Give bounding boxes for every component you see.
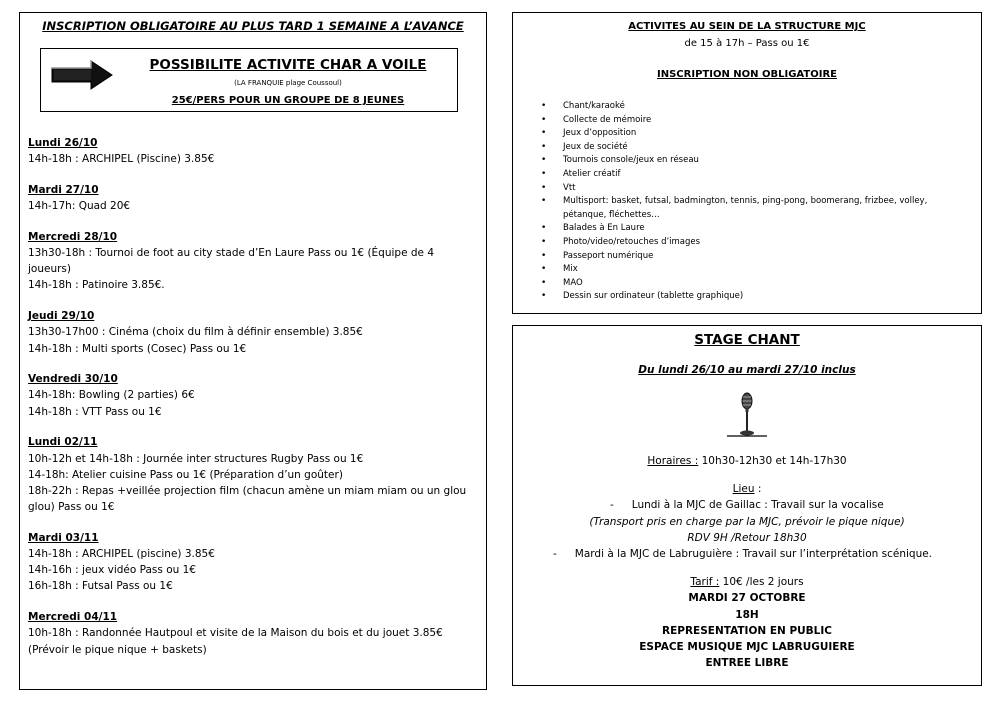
activites-list xyxy=(541,100,966,304)
day-title: Jeudi 29/10 xyxy=(28,310,95,323)
lieu-item-1 xyxy=(513,497,981,513)
day-schedule xyxy=(28,135,478,672)
event-line: 18H xyxy=(735,608,759,621)
day-line: 14h-17h: Quad 20€ xyxy=(28,200,131,213)
list-item: • Balades à En Laure xyxy=(541,222,966,236)
list-item: • Chant/karaoké xyxy=(541,100,966,114)
transport-note: (Transport pris en charge par la MJC, prévoir le pique nique) xyxy=(589,515,905,528)
day-title: Vendredi 30/10 xyxy=(28,373,118,386)
dash: - xyxy=(553,548,557,561)
activites-title: ACTIVITES AU SEIN DE LA STRUCTURE MJC xyxy=(628,21,866,32)
day-line: 14h-18h : Patinoire 3.85€. xyxy=(28,279,165,292)
list-item: • Dessin sur ordinateur (tablette graphique) xyxy=(541,290,966,304)
day-line: 14h-18h : VTT Pass ou 1€ xyxy=(28,405,162,418)
day-block xyxy=(28,229,478,294)
day-block xyxy=(28,182,478,214)
list-item: • Passeport numérique xyxy=(541,250,966,264)
tarif-line xyxy=(513,574,981,590)
event-line: REPRESENTATION EN PUBLIC xyxy=(662,624,832,637)
day-line: 14h-18h : ARCHIPEL (piscine) 3.85€ xyxy=(28,548,215,561)
day-line: 10h-18h : Randonnée Hautpoul et visite de la Maison du bois et du jouet 3.85€ xyxy=(28,627,443,640)
list-item: • Jeux d’opposition xyxy=(541,127,966,141)
lieu-item-2 xyxy=(513,546,981,562)
lieu-colon: : xyxy=(754,483,762,496)
list-item: • Mix xyxy=(541,263,966,277)
activites-subtitle: de 15 à 17h – Pass ou 1€ xyxy=(684,38,810,49)
microphone-icon xyxy=(723,392,771,438)
event-line: ESPACE MUSIQUE MJC LABRUGUIERE xyxy=(639,641,855,654)
day-title: Mercredi 28/10 xyxy=(28,230,118,243)
inscription-non-obligatoire: INSCRIPTION NON OBLIGATOIRE xyxy=(657,69,837,80)
tarif-label: Tarif : xyxy=(690,576,720,589)
event-line: ENTREE LIBRE xyxy=(705,657,789,670)
list-item: • Tournois console/jeux en réseau xyxy=(541,154,966,168)
day-line: 13h30-18h : Tournoi de foot au city stade d’En Laure Pass ou 1€ (Équipe de 4 xyxy=(28,247,435,260)
day-line: 10h-12h et 14h-18h : Journée inter structures Rugby Pass ou 1€ xyxy=(28,452,364,465)
lieu-line xyxy=(513,481,981,497)
list-item-continuation: pétanque, fléchettes… xyxy=(563,209,660,220)
day-block xyxy=(28,609,478,658)
tarif-value: 10€ /les 2 jours xyxy=(719,576,804,589)
day-block xyxy=(28,530,478,595)
lieu-2-text: Mardi à la MJC de Labruguière : Travail sur l’interprétation scénique. xyxy=(574,548,933,561)
list-item: • Jeux de société xyxy=(541,141,966,155)
day-line: 14-18h: Atelier cuisine Pass ou 1€ (Préparation d’un goûter) xyxy=(28,468,343,481)
day-title: Mardi 27/10 xyxy=(28,183,99,196)
day-line: glou) Pass ou 1€ xyxy=(28,501,115,514)
arrow-right-icon xyxy=(51,60,113,90)
list-item: • Collecte de mémoire xyxy=(541,114,966,128)
stage-chant-dates: Du lundi 26/10 au mardi 27/10 inclus xyxy=(638,364,856,376)
stage-chant-panel xyxy=(512,325,982,686)
char-a-voile-location: (LA FRANQUIE plage Coussoul) xyxy=(234,79,342,87)
list-item: • Multisport: basket, futsal, badmington, tennis, ping-pong, boomerang, frizbee, volley, xyxy=(541,195,966,209)
day-block xyxy=(28,135,478,167)
day-line: 14h-18h : Multi sports (Cosec) Pass ou 1€ xyxy=(28,342,247,355)
list-item: • MAO xyxy=(541,277,966,291)
day-block xyxy=(28,434,478,515)
char-a-voile-price: 25€/PERS POUR UN GROUPE DE 8 JEUNES xyxy=(171,95,405,106)
list-item: • Vtt xyxy=(541,182,966,196)
day-line: (Prévoir le pique nique + baskets) xyxy=(28,643,207,656)
day-block xyxy=(28,371,478,420)
day-title: Lundi 26/10 xyxy=(28,137,98,149)
char-a-voile-title: POSSIBILITE ACTIVITE CHAR A VOILE xyxy=(149,57,427,73)
day-line: 14h-18h : ARCHIPEL (Piscine) 3.85€ xyxy=(28,153,215,166)
list-item: • Photo/video/retouches d’images xyxy=(541,236,966,250)
day-line: 16h-18h : Futsal Pass ou 1€ xyxy=(28,580,173,593)
event-line: MARDI 27 OCTOBRE xyxy=(688,592,806,605)
inscription-header: INSCRIPTION OBLIGATOIRE AU PLUS TARD 1 SEMAINE A L’AVANCE xyxy=(42,19,464,33)
horaires-line xyxy=(513,453,981,469)
day-title: Mardi 03/11 xyxy=(28,531,99,544)
horaires-value: 10h30-12h30 et 14h-17h30 xyxy=(698,455,847,467)
day-title: Mercredi 04/11 xyxy=(28,611,118,624)
horaires-label: Horaires : xyxy=(647,455,699,467)
lieu-label: Lieu xyxy=(732,483,755,496)
rdv-note: RDV 9H /Retour 18h30 xyxy=(687,531,807,544)
stage-chant-details xyxy=(513,453,981,671)
dash: - xyxy=(610,499,614,512)
day-block xyxy=(28,308,478,357)
day-line: joueurs) xyxy=(28,263,71,276)
day-title: Lundi 02/11 xyxy=(28,436,98,449)
list-item: • Atelier créatif xyxy=(541,168,966,182)
day-line: 13h30-17h00 : Cinéma (choix du film à définir ensemble) 3.85€ xyxy=(28,326,363,339)
inscription-panel xyxy=(19,12,487,690)
day-line: 14h-16h : jeux vidéo Pass ou 1€ xyxy=(28,564,196,577)
char-a-voile-box xyxy=(40,48,458,112)
day-line: 14h-18h: Bowling (2 parties) 6€ xyxy=(28,389,195,402)
stage-chant-title: STAGE CHANT xyxy=(694,332,800,348)
lieu-1-text: Lundi à la MJC de Gaillac : Travail sur la vocalise xyxy=(631,499,884,512)
activites-panel xyxy=(512,12,982,314)
day-line: 18h-22h : Repas +veillée projection film (chacun amène un miam miam ou un glou xyxy=(28,484,467,497)
